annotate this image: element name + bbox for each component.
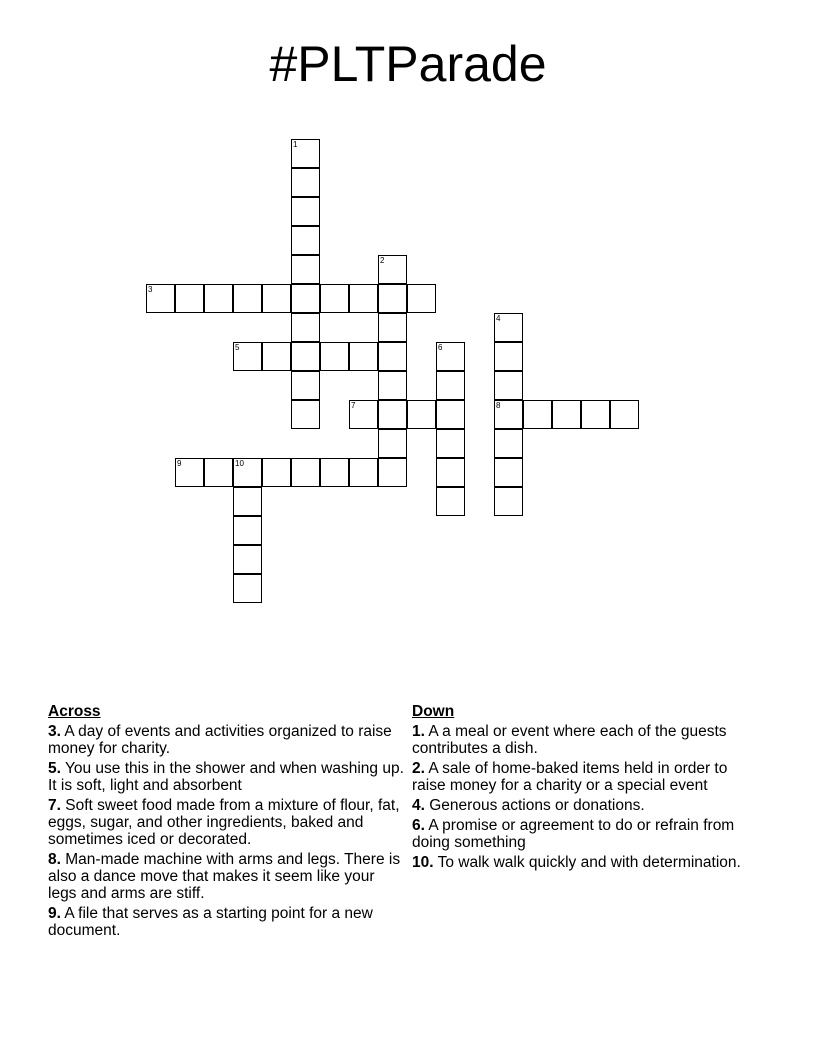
grid-cell[interactable]: [291, 400, 320, 429]
across-clue: [48, 797, 404, 848]
clue-number: 5.: [48, 760, 61, 777]
grid-cell[interactable]: [233, 284, 262, 313]
grid-cell[interactable]: [378, 313, 407, 342]
clue-text: A promise or agreement to do or refrain from doing something: [412, 817, 735, 851]
clue-number: 2.: [412, 760, 425, 777]
puzzle-title: #PLTParade: [269, 36, 547, 92]
grid-cell[interactable]: [378, 255, 407, 284]
grid-cell[interactable]: [146, 284, 175, 313]
grid-cell[interactable]: [262, 458, 291, 487]
grid-cell[interactable]: [291, 371, 320, 400]
cell-number: 5: [235, 343, 240, 352]
across-heading: Across: [48, 703, 101, 720]
grid-cell[interactable]: [378, 400, 407, 429]
grid-cell[interactable]: [494, 371, 523, 400]
grid-cell[interactable]: [291, 168, 320, 197]
grid-cell[interactable]: [291, 255, 320, 284]
clue-text: Generous actions or donations.: [429, 797, 645, 814]
grid-cell[interactable]: [494, 458, 523, 487]
cell-number: 7: [351, 401, 356, 410]
grid-cell[interactable]: [233, 545, 262, 574]
grid-cell[interactable]: [291, 342, 320, 371]
grid-cell[interactable]: [494, 313, 523, 342]
across-clue: [48, 851, 404, 902]
grid-cell[interactable]: [436, 429, 465, 458]
down-clue: [412, 817, 752, 851]
grid-cell[interactable]: [349, 342, 378, 371]
clue-number: 6.: [412, 817, 425, 834]
grid-cell[interactable]: [407, 400, 436, 429]
down-clue: [412, 797, 752, 814]
across-clue: [48, 760, 404, 794]
clue-number: 1.: [412, 723, 425, 740]
grid-cell[interactable]: [494, 487, 523, 516]
grid-cell[interactable]: [378, 342, 407, 371]
grid-cell[interactable]: [320, 284, 349, 313]
grid-cell[interactable]: [494, 400, 523, 429]
grid-cell[interactable]: [378, 284, 407, 313]
grid-cell[interactable]: [436, 371, 465, 400]
grid-cell[interactable]: [291, 458, 320, 487]
grid-cell[interactable]: [494, 429, 523, 458]
cell-number: 1: [293, 140, 298, 149]
grid-cell[interactable]: [581, 400, 610, 429]
across-clue: [48, 905, 404, 939]
grid-cell[interactable]: [378, 458, 407, 487]
cell-number: 6: [438, 343, 443, 352]
clue-number: 8.: [48, 851, 61, 868]
cell-number: 10: [235, 459, 244, 468]
clue-text: A sale of home-baked items held in order to raise money for a charity or a special event: [412, 760, 728, 794]
cell-number: 4: [496, 314, 501, 323]
grid-cell[interactable]: [436, 400, 465, 429]
across-clue: [48, 723, 404, 757]
grid-cell[interactable]: [291, 197, 320, 226]
down-clue: [412, 760, 752, 794]
grid-cell[interactable]: [291, 226, 320, 255]
clue-number: 3.: [48, 723, 61, 740]
grid-cell[interactable]: [204, 284, 233, 313]
across-clues: [48, 703, 404, 942]
grid-cell[interactable]: [175, 284, 204, 313]
grid-cell[interactable]: [320, 458, 349, 487]
grid-cell[interactable]: [320, 342, 349, 371]
grid-cell[interactable]: [349, 400, 378, 429]
grid-cell[interactable]: [233, 487, 262, 516]
down-clue: [412, 854, 752, 871]
grid-cell[interactable]: [204, 458, 233, 487]
clue-text: To walk walk quickly and with determination.: [437, 854, 741, 871]
grid-cell[interactable]: [349, 284, 378, 313]
grid-cell[interactable]: [233, 574, 262, 603]
grid-cell[interactable]: [262, 284, 291, 313]
grid-cell[interactable]: [233, 458, 262, 487]
grid-cell[interactable]: [552, 400, 581, 429]
grid-cell[interactable]: [378, 371, 407, 400]
clue-number: 4.: [412, 797, 425, 814]
grid-cell[interactable]: [436, 458, 465, 487]
grid-cell[interactable]: [291, 139, 320, 168]
grid-cell[interactable]: [291, 284, 320, 313]
cell-number: 9: [177, 459, 182, 468]
clue-text: A day of events and activities organized to raise money for charity.: [48, 723, 392, 757]
grid-cell[interactable]: [233, 516, 262, 545]
clue-text: A a meal or event where each of the guests contributes a dish.: [412, 723, 727, 757]
grid-cell[interactable]: [436, 487, 465, 516]
grid-cell[interactable]: [291, 313, 320, 342]
clue-text: Man-made machine with arms and legs. There is also a dance move that makes it seem like your legs and arms are stiff.: [48, 851, 401, 902]
grid-cell[interactable]: [407, 284, 436, 313]
grid-cell[interactable]: [523, 400, 552, 429]
clue-text: You use this in the shower and when washing up. It is soft, light and absorbent: [48, 760, 404, 794]
cell-number: 8: [496, 401, 501, 410]
grid-cell[interactable]: [349, 458, 378, 487]
grid-cell[interactable]: [233, 342, 262, 371]
cell-number: 3: [148, 285, 153, 294]
grid-cell[interactable]: [436, 342, 465, 371]
down-clues: [412, 703, 752, 874]
down-heading: Down: [412, 703, 455, 720]
grid-cell[interactable]: [610, 400, 639, 429]
grid-cell[interactable]: [262, 342, 291, 371]
clue-number: 7.: [48, 797, 61, 814]
grid-cell[interactable]: [378, 429, 407, 458]
clue-number: 9.: [48, 905, 61, 922]
clue-text: A file that serves as a starting point for a new document.: [48, 905, 373, 939]
cell-number: 2: [380, 256, 385, 265]
clue-number: 10.: [412, 854, 434, 871]
down-clue: [412, 723, 752, 757]
clue-text: Soft sweet food made from a mixture of flour, fat, eggs, sugar, and other ingredients, baked and sometimes iced or decorated.: [48, 797, 400, 848]
grid-cell[interactable]: [175, 458, 204, 487]
grid-cell[interactable]: [494, 342, 523, 371]
